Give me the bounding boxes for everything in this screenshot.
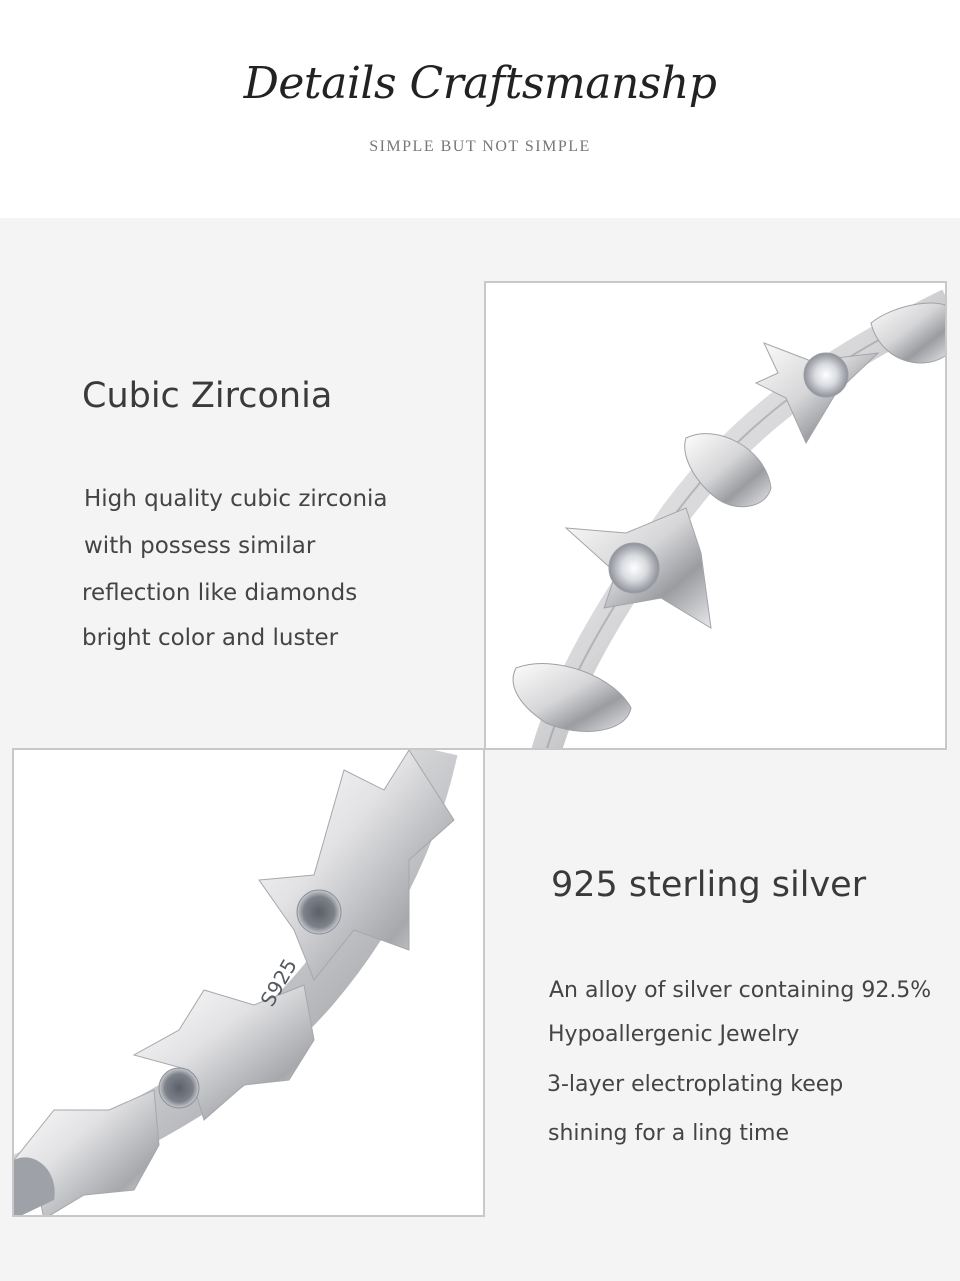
page-title: Details Craftsmanshp — [243, 58, 717, 109]
zirconia-line-1: High quality cubic zirconia — [84, 486, 388, 512]
s925-stamp: S925 — [255, 954, 302, 1011]
silver-line-2: Hypoallergenic Jewelry — [548, 1022, 800, 1047]
silver-line-1: An alloy of silver containing 92.5% — [549, 978, 932, 1003]
header-banner — [0, 0, 960, 218]
zirconia-heading: Cubic Zirconia — [82, 376, 333, 416]
page-subtitle: SIMPLE BUT NOT SIMPLE — [369, 138, 591, 155]
sterling-silver-photo — [12, 748, 485, 1217]
sterling-ring-illustration — [14, 750, 485, 1217]
silver-line-4: shining for a ling time — [548, 1121, 790, 1146]
zirconia-line-2: with possess similar — [84, 533, 316, 559]
zirconia-ring-photo — [484, 281, 947, 750]
silver-line-3: 3-layer electroplating keep — [547, 1072, 844, 1097]
silver-heading: 925 sterling silver — [551, 865, 867, 905]
zirconia-line-3: reflection like diamonds — [82, 580, 358, 606]
zirconia-ring-illustration — [486, 283, 947, 750]
zirconia-line-4: bright color and luster — [82, 625, 339, 651]
